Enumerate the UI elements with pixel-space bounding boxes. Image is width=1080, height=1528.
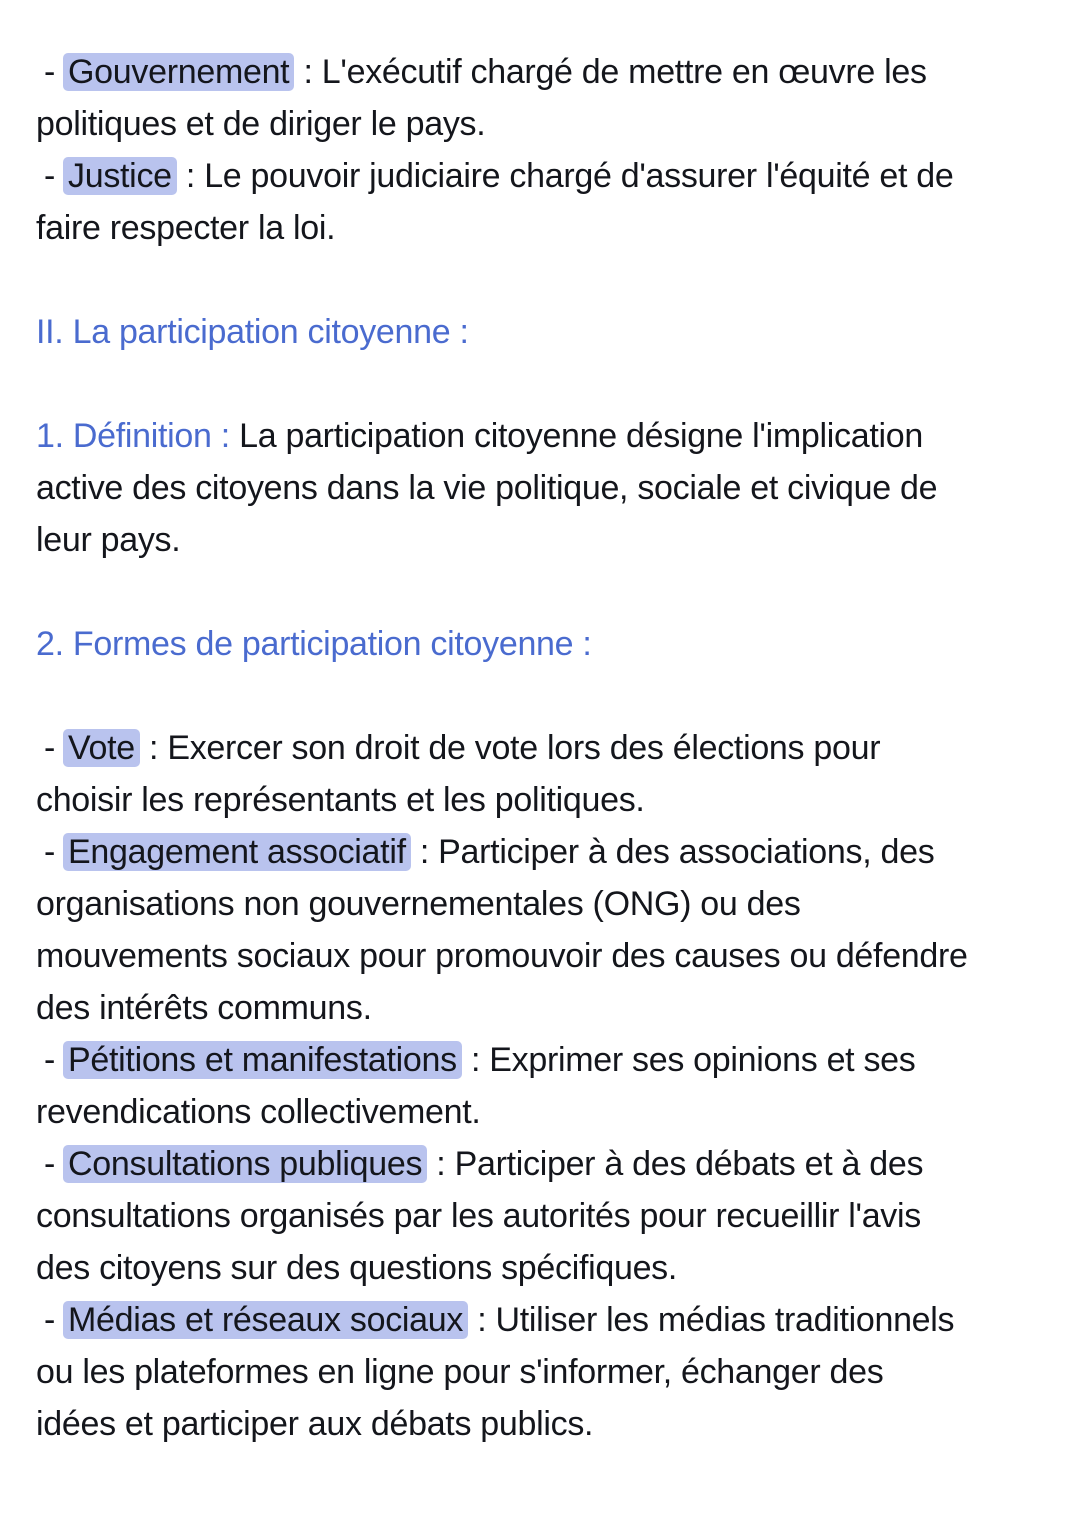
bullet-dash: - <box>44 1145 56 1183</box>
text-line <box>36 306 1056 358</box>
text-line <box>36 722 1056 774</box>
text-line <box>36 618 1056 670</box>
body-text: : Utiliser les médias traditionnels <box>468 1301 955 1339</box>
bullet-dash: - <box>44 833 56 871</box>
text-line <box>36 1034 1056 1086</box>
text-line <box>36 1086 1056 1138</box>
bullet-dash: - <box>44 729 56 767</box>
bullet-dash: - <box>44 1301 56 1339</box>
bullet-dash: - <box>44 53 56 91</box>
body-text: ou les plateformes en ligne pour s'informer, échanger des <box>36 1353 884 1391</box>
text-line <box>36 98 1056 150</box>
highlighted-term: Justice <box>63 157 177 195</box>
body-text: : L'exécutif chargé de mettre en œuvre les <box>294 53 927 91</box>
text-line <box>36 826 1056 878</box>
text-line <box>36 1346 1056 1398</box>
blank-line <box>36 566 1056 618</box>
highlighted-term: Médias et réseaux sociaux <box>63 1301 468 1339</box>
body-text: organisations non gouvernementales (ONG) ou des <box>36 885 801 923</box>
highlighted-term: Vote <box>63 729 140 767</box>
text-line <box>36 774 1056 826</box>
section-heading: 1. Définition : <box>36 417 240 455</box>
blank-line <box>36 670 1056 722</box>
text-line <box>36 514 1056 566</box>
section-heading: 2. Formes de participation citoyenne : <box>36 625 592 663</box>
body-text: mouvements sociaux pour promouvoir des causes ou défendre <box>36 937 968 975</box>
text-line <box>36 202 1056 254</box>
body-text: La participation citoyenne désigne l'implication <box>239 417 923 455</box>
text-line <box>36 930 1056 982</box>
body-text: consultations organisés par les autorités pour recueillir l'avis <box>36 1197 921 1235</box>
body-text: des intérêts communs. <box>36 989 372 1027</box>
section-heading: II. La participation citoyenne : <box>36 313 469 351</box>
bullet-dash: - <box>44 157 56 195</box>
body-text: leur pays. <box>36 521 181 559</box>
highlighted-term: Engagement associatif <box>63 833 411 871</box>
note-page <box>36 46 1056 1450</box>
body-text: active des citoyens dans la vie politique, sociale et civique de <box>36 469 938 507</box>
highlighted-term: Consultations publiques <box>63 1145 427 1183</box>
body-text: idées et participer aux débats publics. <box>36 1405 594 1443</box>
highlighted-term: Pétitions et manifestations <box>63 1041 462 1079</box>
highlighted-term: Gouvernement <box>63 53 294 91</box>
body-text: : Participer à des débats et à des <box>427 1145 924 1183</box>
body-text: choisir les représentants et les politiques. <box>36 781 645 819</box>
body-text: : Exercer son droit de vote lors des élections pour <box>139 729 881 767</box>
text-line <box>36 410 1056 462</box>
text-line <box>36 878 1056 930</box>
body-text: revendications collectivement. <box>36 1093 481 1131</box>
bullet-dash: - <box>44 1041 56 1079</box>
blank-line <box>36 254 1056 306</box>
text-line <box>36 1242 1056 1294</box>
text-line <box>36 1294 1056 1346</box>
text-line <box>36 46 1056 98</box>
body-text: politiques et de diriger le pays. <box>36 105 486 143</box>
text-line <box>36 1190 1056 1242</box>
text-line <box>36 1138 1056 1190</box>
body-text: des citoyens sur des questions spécifiques. <box>36 1249 678 1287</box>
blank-line <box>36 358 1056 410</box>
body-text: : Le pouvoir judiciaire chargé d'assurer l'équité et de <box>176 157 954 195</box>
text-line <box>36 982 1056 1034</box>
text-line <box>36 150 1056 202</box>
body-text: faire respecter la loi. <box>36 209 336 247</box>
text-line <box>36 1398 1056 1450</box>
body-text: : Participer à des associations, des <box>410 833 935 871</box>
body-text: : Exprimer ses opinions et ses <box>461 1041 916 1079</box>
text-line <box>36 462 1056 514</box>
